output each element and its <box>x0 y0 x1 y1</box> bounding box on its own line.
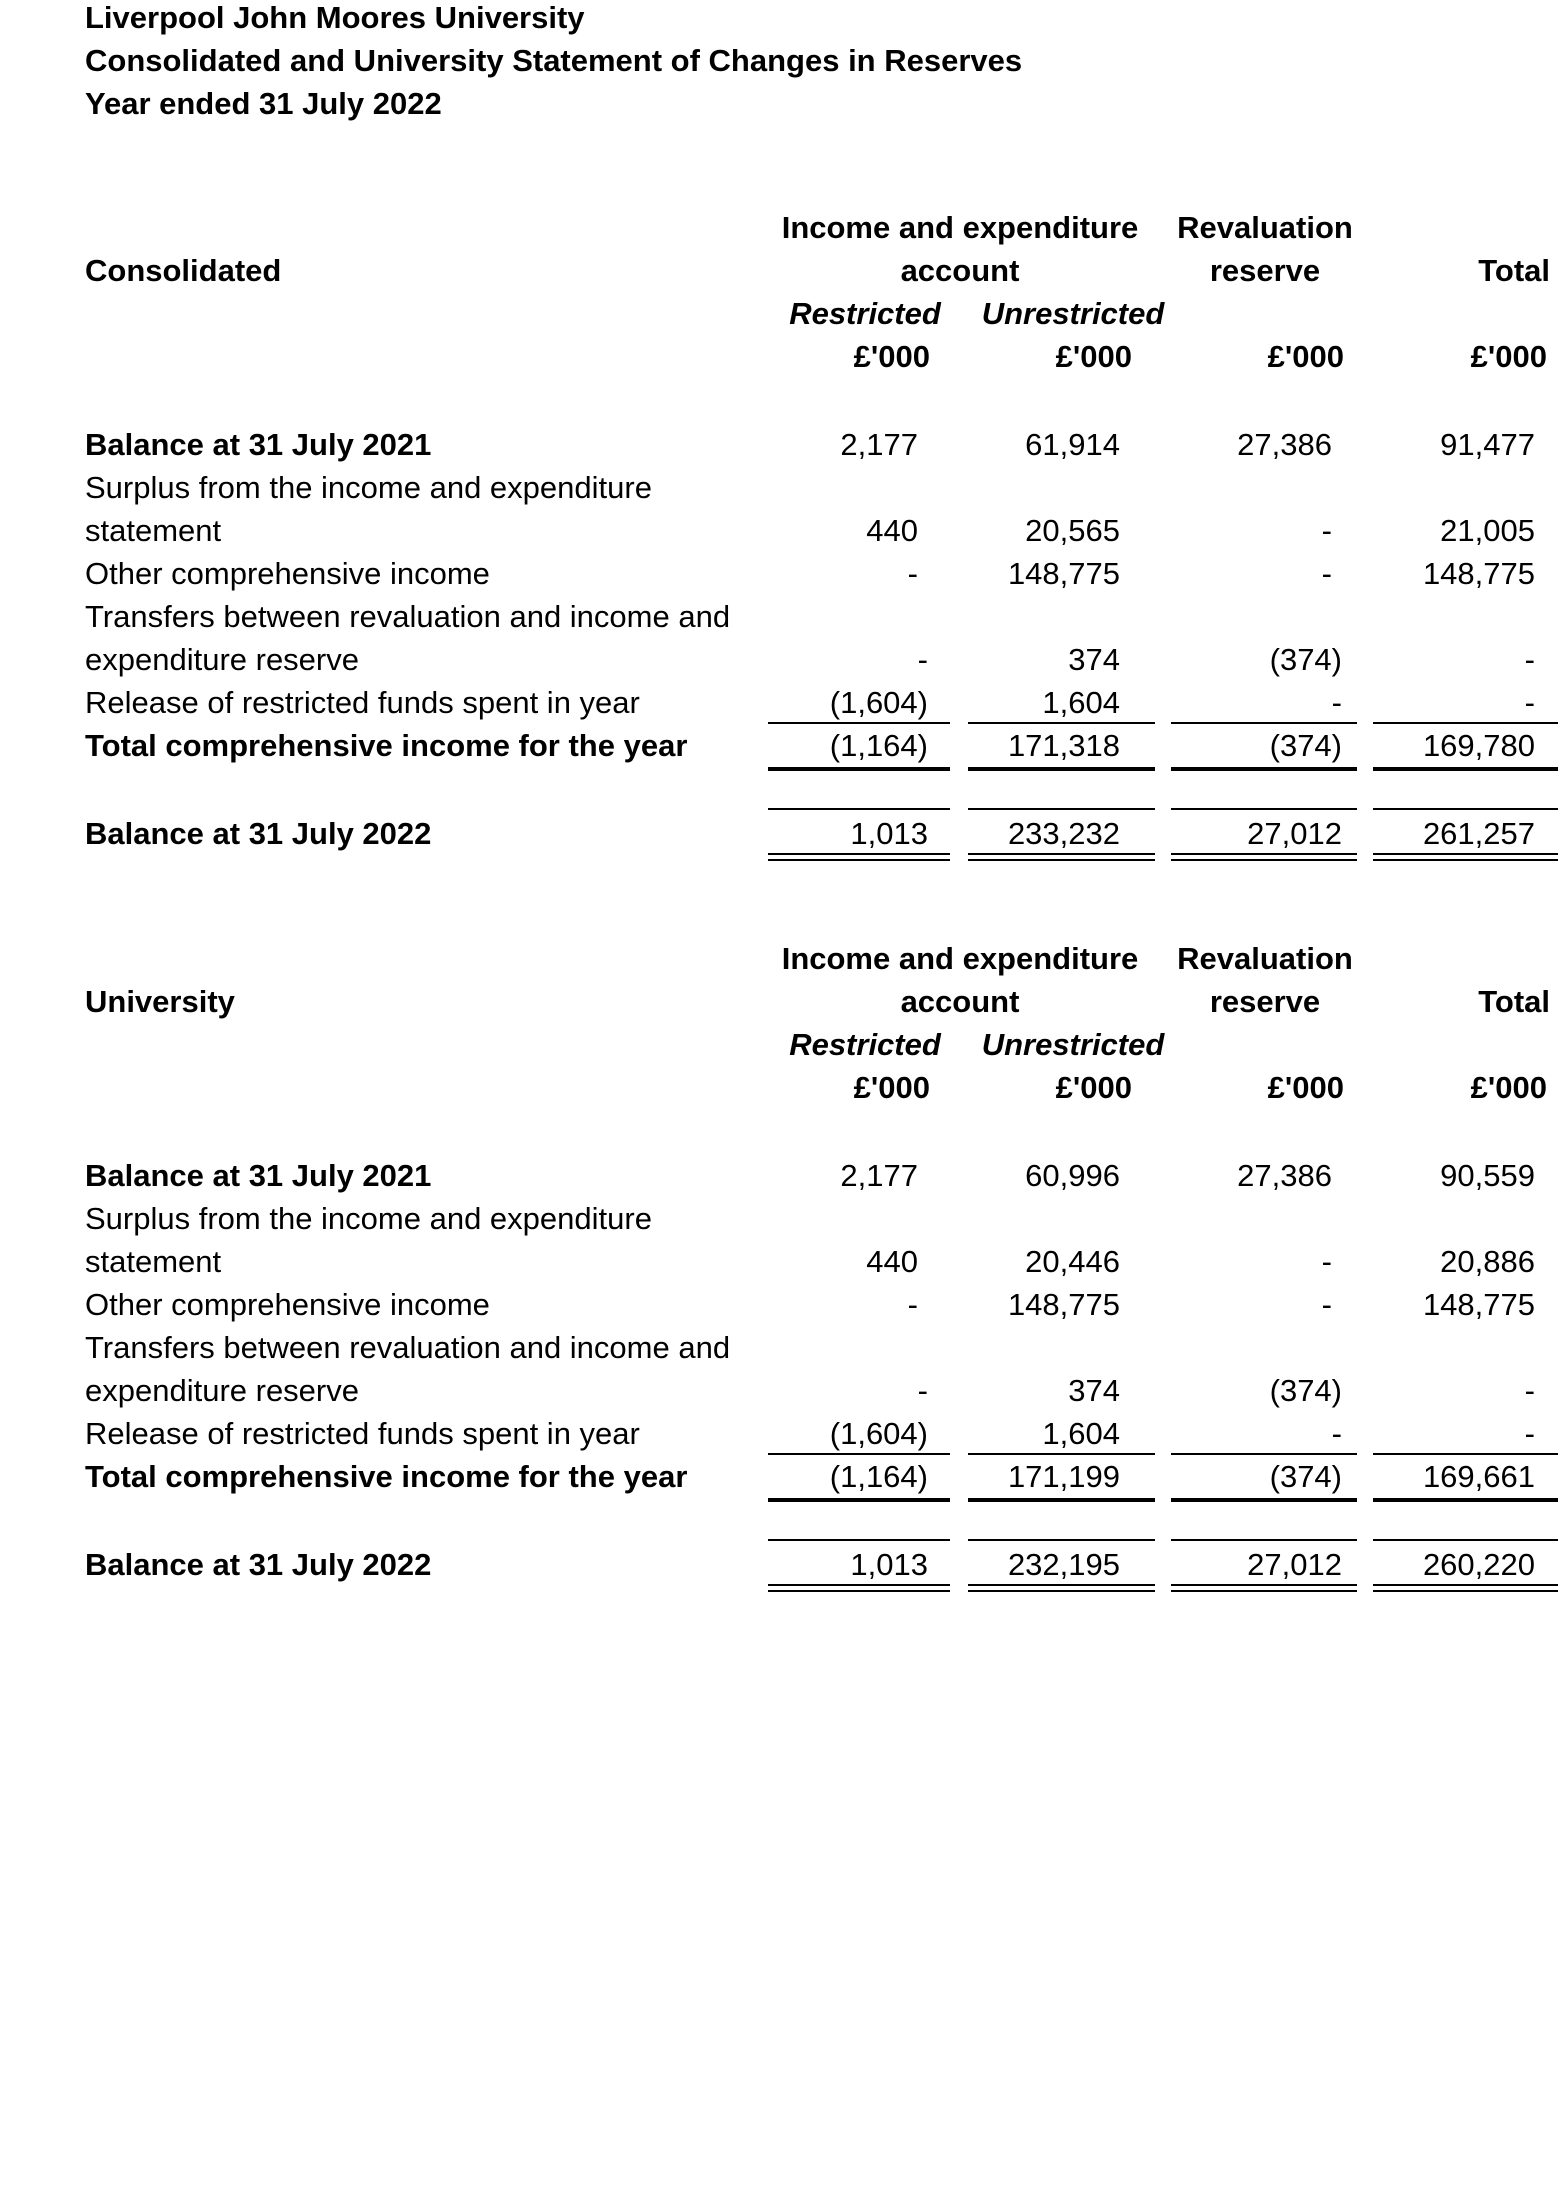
cell-transfers: 374 <box>1068 642 1120 677</box>
row-label-opening: Balance at 31 July 2021 <box>85 1158 432 1193</box>
restricted-subheading: Restricted <box>789 1027 941 1062</box>
cell-opening: 2,177 <box>840 427 918 462</box>
cell-total: (374) <box>1269 728 1342 763</box>
row-label-transfers: Transfers between revaluation and income and <box>85 599 731 634</box>
cell-surplus: 20,565 <box>1025 513 1120 548</box>
row-label-oci: Other comprehensive income <box>85 556 490 591</box>
subtotal-rule <box>1171 1453 1357 1455</box>
total-underline <box>968 1498 1155 1502</box>
total-underline <box>1171 1498 1357 1502</box>
cell-transfers: - <box>917 642 928 677</box>
row-label-release: Release of restricted funds spent in year <box>85 1416 640 1451</box>
cell-closing: 1,013 <box>850 816 928 851</box>
total-underline <box>1373 1498 1558 1502</box>
cell-oci: 148,775 <box>1422 1287 1535 1322</box>
cell-oci: 148,775 <box>1007 1287 1120 1322</box>
cell-total: (1,164) <box>829 1459 928 1494</box>
cell-surplus: 440 <box>866 513 918 548</box>
closing-topline <box>1373 808 1558 810</box>
cell-total: (1,164) <box>829 728 928 763</box>
cell-closing: 261,257 <box>1422 816 1535 851</box>
cell-transfers: - <box>1524 642 1535 677</box>
cell-closing: 260,220 <box>1422 1547 1535 1582</box>
closing-topline <box>1171 808 1357 810</box>
row-label-transfers: expenditure reserve <box>85 1373 359 1408</box>
section-title: Consolidated <box>85 253 282 288</box>
column-group-heading: Income and expenditure <box>781 210 1139 245</box>
cell-closing: 232,195 <box>1007 1547 1120 1582</box>
cell-surplus: 20,886 <box>1440 1244 1535 1279</box>
closing-topline <box>768 1539 950 1541</box>
unit-label: £'000 <box>1470 339 1547 374</box>
unit-label: £'000 <box>1470 1070 1547 1105</box>
row-label-transfers: expenditure reserve <box>85 642 359 677</box>
row-label-surplus: statement <box>85 513 222 548</box>
unit-label: £'000 <box>1267 339 1344 374</box>
cell-total: 171,199 <box>1007 1459 1120 1494</box>
row-label-surplus: Surplus from the income and expenditure <box>85 470 652 505</box>
row-label-surplus: Surplus from the income and expenditure <box>85 1201 652 1236</box>
revaluation-heading: Revaluation <box>1177 941 1353 976</box>
cell-oci: 148,775 <box>1422 556 1535 591</box>
row-label-opening: Balance at 31 July 2021 <box>85 427 432 462</box>
cell-release: (1,604) <box>829 685 928 720</box>
cell-opening: 60,996 <box>1025 1158 1120 1193</box>
cell-release: 1,604 <box>1042 1416 1120 1451</box>
column-group-heading-cont: account <box>900 253 1020 288</box>
cell-release: - <box>1331 1416 1342 1451</box>
closing-double-underline <box>1373 853 1558 861</box>
organisation-name: Liverpool John Moores University <box>85 0 585 35</box>
closing-double-underline <box>968 853 1155 861</box>
unit-label: £'000 <box>1267 1070 1344 1105</box>
closing-double-underline <box>768 853 950 861</box>
cell-surplus: 21,005 <box>1440 513 1535 548</box>
cell-closing: 27,012 <box>1247 1547 1342 1582</box>
row-label-total: Total comprehensive income for the year <box>85 1459 688 1494</box>
subtotal-rule <box>1373 1453 1558 1455</box>
unrestricted-subheading: Unrestricted <box>981 296 1165 331</box>
unit-label: £'000 <box>853 339 930 374</box>
cell-surplus: 440 <box>866 1244 918 1279</box>
row-label-surplus: statement <box>85 1244 222 1279</box>
closing-topline <box>968 1539 1155 1541</box>
cell-opening: 90,559 <box>1440 1158 1535 1193</box>
cell-oci: 148,775 <box>1007 556 1120 591</box>
statement-title: Consolidated and University Statement of Changes in Reserves <box>85 43 1023 78</box>
cell-total: 169,780 <box>1422 728 1535 763</box>
row-label-closing: Balance at 31 July 2022 <box>85 1547 432 1582</box>
cell-surplus: - <box>1321 1244 1332 1279</box>
unit-label: £'000 <box>1055 339 1132 374</box>
cell-release: - <box>1524 1416 1535 1451</box>
column-group-heading-cont: account <box>900 984 1020 1019</box>
cell-oci: - <box>1321 1287 1332 1322</box>
cell-oci: - <box>907 1287 918 1322</box>
cell-closing: 1,013 <box>850 1547 928 1582</box>
cell-oci: - <box>907 556 918 591</box>
unit-label: £'000 <box>853 1070 930 1105</box>
closing-double-underline <box>1171 1584 1357 1592</box>
cell-opening: 91,477 <box>1440 427 1535 462</box>
total-underline <box>1373 767 1558 771</box>
cell-surplus: - <box>1321 513 1332 548</box>
row-label-transfers: Transfers between revaluation and income and <box>85 1330 731 1365</box>
unit-label: £'000 <box>1055 1070 1132 1105</box>
cell-transfers: 374 <box>1068 1373 1120 1408</box>
cell-closing: 27,012 <box>1247 816 1342 851</box>
closing-topline <box>1171 1539 1357 1541</box>
cell-total: 169,661 <box>1422 1459 1535 1494</box>
subtotal-rule <box>1171 722 1357 724</box>
cell-release: - <box>1331 685 1342 720</box>
cell-transfers: - <box>1524 1373 1535 1408</box>
closing-double-underline <box>1373 1584 1558 1592</box>
closing-topline <box>968 808 1155 810</box>
cell-opening: 27,386 <box>1237 427 1332 462</box>
revaluation-heading-cont: reserve <box>1209 253 1321 288</box>
unrestricted-subheading: Unrestricted <box>981 1027 1165 1062</box>
row-label-release: Release of restricted funds spent in year <box>85 685 640 720</box>
cell-release: 1,604 <box>1042 685 1120 720</box>
cell-total: (374) <box>1269 1459 1342 1494</box>
statement-period: Year ended 31 July 2022 <box>85 86 442 121</box>
revaluation-heading: Revaluation <box>1177 210 1353 245</box>
subtotal-rule <box>968 1453 1155 1455</box>
cell-transfers: (374) <box>1269 642 1342 677</box>
section-title: University <box>85 984 235 1019</box>
closing-double-underline <box>968 1584 1155 1592</box>
cell-opening: 2,177 <box>840 1158 918 1193</box>
closing-double-underline <box>768 1584 950 1592</box>
subtotal-rule <box>768 722 950 724</box>
row-label-closing: Balance at 31 July 2022 <box>85 816 432 851</box>
total-underline <box>968 767 1155 771</box>
row-label-total: Total comprehensive income for the year <box>85 728 688 763</box>
total-underline <box>768 767 950 771</box>
row-label-oci: Other comprehensive income <box>85 1287 490 1322</box>
cell-oci: - <box>1321 556 1332 591</box>
total-underline <box>768 1498 950 1502</box>
cell-transfers: - <box>917 1373 928 1408</box>
closing-topline <box>768 808 950 810</box>
cell-surplus: 20,446 <box>1025 1244 1120 1279</box>
cell-transfers: (374) <box>1269 1373 1342 1408</box>
cell-release: (1,604) <box>829 1416 928 1451</box>
closing-double-underline <box>1171 853 1357 861</box>
revaluation-heading-cont: reserve <box>1209 984 1321 1019</box>
cell-opening: 27,386 <box>1237 1158 1332 1193</box>
total-underline <box>1171 767 1357 771</box>
column-group-heading: Income and expenditure <box>781 941 1139 976</box>
restricted-subheading: Restricted <box>789 296 941 331</box>
cell-total: 171,318 <box>1007 728 1120 763</box>
cell-release: - <box>1524 685 1535 720</box>
cell-closing: 233,232 <box>1007 816 1120 851</box>
cell-opening: 61,914 <box>1025 427 1120 462</box>
subtotal-rule <box>1373 722 1558 724</box>
total-heading: Total <box>1478 984 1550 1019</box>
subtotal-rule <box>968 722 1155 724</box>
subtotal-rule <box>768 1453 950 1455</box>
closing-topline <box>1373 1539 1558 1541</box>
total-heading: Total <box>1478 253 1550 288</box>
